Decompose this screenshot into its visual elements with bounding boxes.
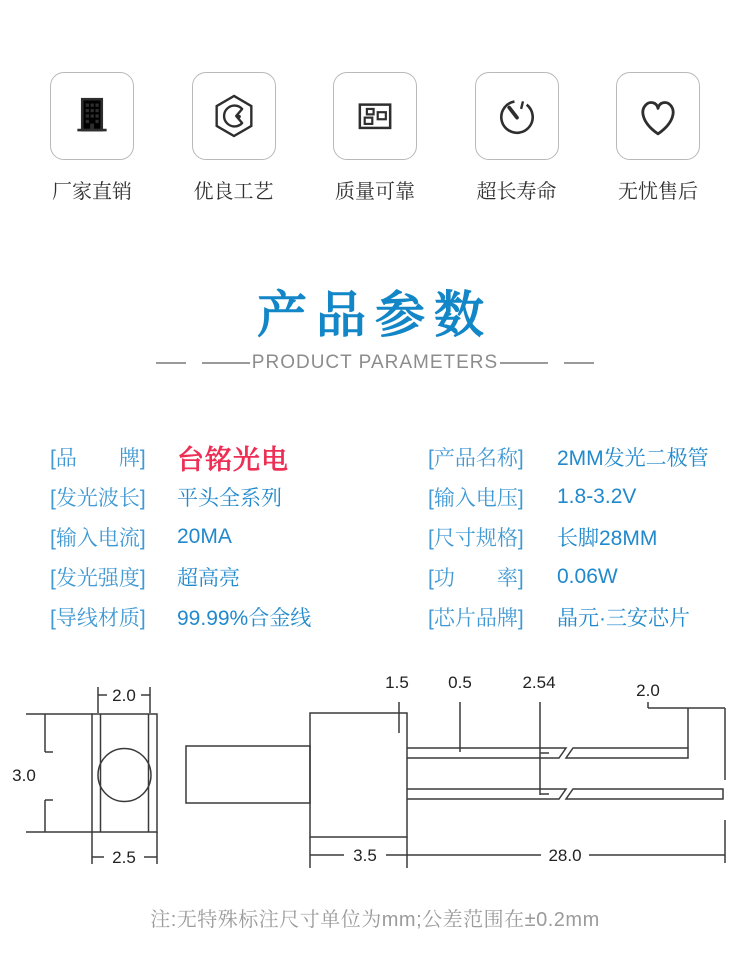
- spec-row-wavelength: [50, 477, 428, 517]
- spec-label: [品 牌]: [50, 447, 146, 470]
- dim-lead-pitch: [522, 673, 555, 795]
- spec-row-wire: [50, 597, 428, 637]
- building-icon: [66, 90, 118, 142]
- spec-value-brand: 台铭光电: [177, 444, 289, 475]
- feature-row: [0, 72, 750, 204]
- spec-row-intensity: [50, 557, 428, 597]
- spec-label: [导线材质]: [50, 607, 146, 630]
- dim-label: 2.0: [112, 686, 136, 705]
- spec-row-power: [428, 557, 720, 597]
- dim-label: 1.5: [385, 673, 409, 692]
- craftsmanship-medal-icon: [208, 90, 260, 142]
- divider-line: [156, 362, 186, 364]
- feature-label: 优良工艺: [193, 181, 274, 203]
- tolerance-note: 注:无特殊标注尺寸单位为mm;公差范围在±0.2mm: [150, 909, 600, 931]
- dim-lead-thickness: [448, 673, 472, 752]
- feature-box: [333, 72, 417, 160]
- spec-label: [芯片品牌]: [428, 607, 524, 630]
- spec-label: [输入电流]: [50, 527, 146, 550]
- feature-label: 厂家直销: [52, 181, 132, 203]
- quality-blocks-icon: [349, 90, 401, 142]
- spec-row-voltage: [428, 477, 720, 517]
- feature-craftsmanship: [192, 72, 276, 204]
- spec-value: 20MA: [177, 525, 232, 548]
- dim-front-bottom-width: [92, 832, 157, 867]
- feature-label: 无忧售后: [618, 181, 698, 203]
- spec-column-right: [428, 437, 720, 637]
- spec-row-product-name: [428, 437, 720, 477]
- section-title-block: [0, 287, 750, 374]
- spec-value: 晶元·三安芯片: [557, 607, 690, 630]
- spec-value: 2MM发光二极管: [557, 447, 709, 470]
- timer-icon: [491, 90, 543, 142]
- feature-long-life: [475, 72, 559, 204]
- page-title: 产品参数: [257, 287, 493, 343]
- heart-icon: [632, 90, 684, 142]
- spec-label: [尺寸规格]: [428, 527, 524, 550]
- spec-value: 99.99%合金线: [177, 607, 312, 630]
- dim-label: 3.0: [12, 766, 36, 785]
- spec-value: 超高亮: [177, 567, 240, 590]
- side-view-leads: [407, 748, 723, 799]
- dim-label: 2.0: [636, 681, 660, 700]
- spec-label: [输入电压]: [428, 487, 524, 510]
- feature-box: [475, 72, 559, 160]
- dim-label: 2.5: [112, 848, 136, 867]
- feature-box: [192, 72, 276, 160]
- led-dimension-drawing: [0, 660, 750, 890]
- feature-label: 超长寿命: [476, 181, 557, 203]
- spec-value: 长脚28MM: [557, 527, 658, 550]
- spec-row-current: [50, 517, 428, 557]
- dim-label: 3.5: [353, 846, 377, 865]
- side-view-body: [186, 713, 407, 837]
- feature-box: [616, 72, 700, 160]
- spec-row-size: [428, 517, 720, 557]
- spec-label: [发光强度]: [50, 567, 146, 590]
- spec-label: [功 率]: [428, 567, 524, 590]
- spec-list: [50, 437, 720, 637]
- dim-label: 2.54: [522, 673, 556, 692]
- spec-value: 平头全系列: [177, 487, 282, 510]
- page-subtitle: PRODUCT PARAMETERS: [251, 352, 499, 373]
- dim-lead-length: [386, 820, 725, 865]
- spec-row-chip: [428, 597, 720, 637]
- feature-quality: [333, 72, 417, 204]
- spec-column-left: [50, 437, 428, 637]
- dim-front-top-width: [98, 686, 150, 713]
- feature-label: 质量可靠: [335, 181, 415, 203]
- dimension-diagram: [0, 660, 750, 895]
- dim-body-length: [310, 837, 407, 868]
- divider-line: [202, 362, 250, 364]
- spec-value: 1.8-3.2V: [557, 485, 637, 508]
- front-view: [92, 714, 157, 832]
- dim-flange: [385, 673, 409, 733]
- spec-label: [产品名称]: [428, 447, 524, 470]
- dim-front-height: [12, 714, 92, 832]
- spec-label: [发光波长]: [50, 487, 146, 510]
- subtitle-row: [0, 352, 750, 374]
- divider-line: [500, 362, 548, 364]
- feature-after-sales: [616, 72, 700, 204]
- spec-row-brand: [50, 437, 428, 477]
- feature-factory-direct: [50, 72, 134, 204]
- dim-label: 28.0: [548, 846, 582, 865]
- dim-lead-end-offset: [636, 681, 725, 780]
- dim-label: 0.5: [448, 673, 472, 692]
- spec-value: 0.06W: [557, 565, 618, 588]
- divider-line: [564, 362, 594, 364]
- feature-box: [50, 72, 134, 160]
